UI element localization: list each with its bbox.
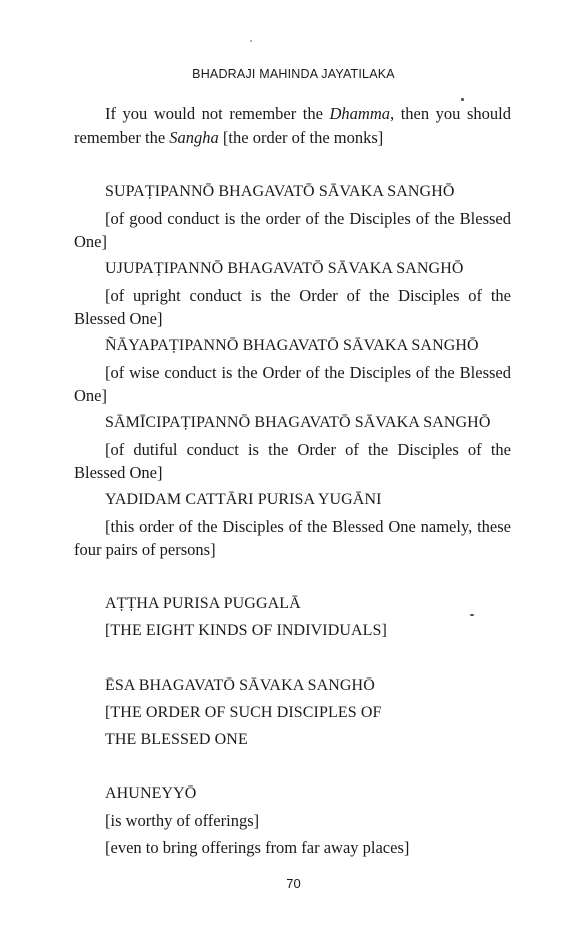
esa-line-3: THE BLESSED ONE	[105, 731, 248, 748]
ahuneyyo-line-3: [even to bring offerings from far away places]	[105, 838, 410, 857]
translation-5-line-1: [this order of the Disciples of the Blessed One namely, these	[105, 517, 511, 536]
ahuneyyo-line-1: AHUNEYYŌ	[105, 785, 197, 802]
pali-verse-4: SĀMĪCIPAṬIPANNŌ BHAGAVATŌ SĀVAKA SANGHŌ	[105, 414, 491, 431]
running-header: BHADRAJI MAHINDA JAYATILAKA	[192, 67, 395, 81]
intro-line-1	[74, 104, 511, 124]
scan-speck	[250, 40, 252, 42]
translation-4-line-1: [of dutiful conduct is the Order of the Disciples of the	[105, 440, 511, 459]
intro-text: [the order of the monks]	[218, 128, 384, 147]
intro-text: , then you should	[390, 104, 512, 123]
pali-verse-2: UJUPAṬIPANNŌ BHAGAVATŌ SĀVAKA SANGHŌ	[105, 260, 464, 277]
scan-speck	[470, 614, 474, 616]
translation-5-line-2: four pairs of persons]	[74, 540, 216, 559]
pali-verse-1: SUPAṬIPANNŌ BHAGAVATŌ SĀVAKA SANGHŌ	[105, 183, 455, 200]
intro-emphasis-dhamma: Dhamma	[329, 104, 391, 123]
scan-speck	[461, 98, 464, 101]
attha-line-2: [THE EIGHT KINDS OF INDIVIDUALS]	[105, 622, 387, 639]
translation-2-line-1: [of upright conduct is the Order of the Disciples of the	[105, 286, 511, 305]
translation-1-line-1: [of good conduct is the order of the Disciples of the Blessed	[105, 209, 511, 228]
ahuneyyo-line-2: [is worthy of offerings]	[105, 811, 260, 830]
esa-line-1: ĒSA BHAGAVATŌ SĀVAKA SANGHŌ	[105, 677, 375, 694]
translation-2-line-2: Blessed One]	[74, 309, 163, 328]
translation-3-line-2: One]	[74, 386, 107, 405]
attha-line-1: AṬṬHA PURISA PUGGALĀ	[105, 595, 301, 612]
intro-emphasis-sangha: Sangha	[169, 128, 219, 147]
translation-4-line-2: Blessed One]	[74, 463, 163, 482]
intro-text: remember the	[74, 128, 170, 147]
intro-text: If you would not remember the	[105, 104, 330, 123]
pali-verse-3: ÑĀYAPAṬIPANNŌ BHAGAVATŌ SĀVAKA SANGHŌ	[105, 337, 479, 354]
intro-line-2	[74, 128, 383, 148]
translation-1-line-2: One]	[74, 232, 107, 251]
pali-verse-5: YADIDAM CATTĀRI PURISA YUGĀNI	[105, 491, 382, 508]
esa-line-2: [THE ORDER OF SUCH DISCIPLES OF	[105, 704, 382, 721]
page-number: 70	[286, 876, 301, 891]
translation-3-line-1: [of wise conduct is the Order of the Disciples of the Blessed	[105, 363, 511, 382]
